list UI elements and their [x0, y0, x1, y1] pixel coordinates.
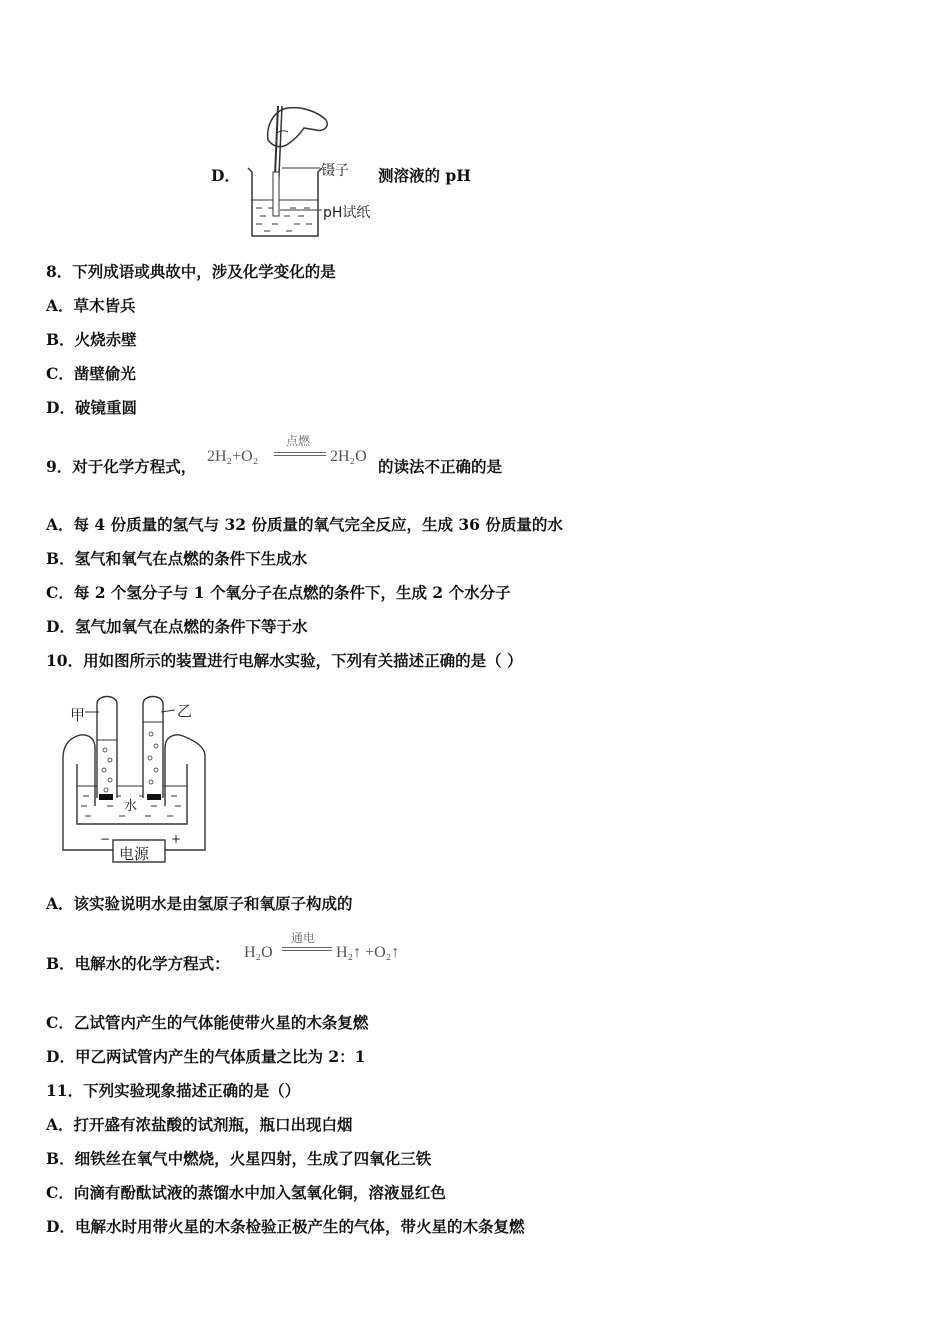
q11-option-a: A．打开盛有浓盐酸的试剂瓶，瓶口出现白烟 [46, 1115, 353, 1134]
ph-paper-label: pH试纸 [323, 205, 371, 221]
q8-option-a: A．草木皆兵 [46, 296, 136, 315]
tube-label-jia: 甲 [70, 706, 86, 724]
q9-equation-bar-top [274, 452, 326, 453]
water-label: 水 [124, 799, 138, 814]
q9-stem-suffix: 的读法不正确的是 [378, 457, 503, 476]
ph-measurement-figure [240, 100, 380, 245]
ph-paper-strip [273, 172, 279, 216]
q9-equation-bar-bottom [274, 455, 326, 456]
q10-equation-bar-bottom [282, 950, 332, 951]
q10-equation-bar-top [282, 947, 332, 948]
q10-option-b-prefix: B．电解水的化学方程式： [46, 954, 230, 973]
q11-stem: 11．下列实验现象描述正确的是（） [46, 1081, 301, 1100]
q7-option-d-letter: D． [211, 166, 240, 185]
q11-option-d: D．电解水时用带火星的木条检验正极产生的气体，带火星的木条复燃 [46, 1217, 525, 1236]
positive-terminal-label: + [171, 832, 182, 846]
q10-option-c: C．乙试管内产生的气体能使带火星的木条复燃 [46, 1013, 369, 1032]
q9-option-b: B．氢气和氧气在点燃的条件下生成水 [46, 549, 308, 568]
q9-option-a: A．每 4 份质量的氢气与 32 份质量的氧气完全反应，生成 36 份质量的水 [46, 515, 563, 534]
negative-terminal-label: − [100, 832, 111, 846]
q9-option-d: D．氢气加氧气在点燃的条件下等于水 [46, 617, 308, 636]
water-basin [77, 764, 187, 824]
q8-stem: 8．下列成语或典故中，涉及化学变化的是 [46, 262, 336, 281]
q9-equation-condition: 点燃 [286, 434, 311, 448]
q10-equation-rhs: H₂↑ +O₂↑ [336, 944, 400, 961]
q9-equation-rhs: 2H₂O [330, 448, 367, 465]
q10-stem: 10．用如图所示的装置进行电解水实验，下列有关描述正确的是（ ） [46, 651, 523, 670]
q7-option-d-caption: 测溶液的 pH [378, 166, 471, 185]
power-supply-label: 电源 [119, 845, 150, 863]
electrode-right [147, 794, 161, 800]
q9-stem-prefix: 9．对于化学方程式， [46, 457, 197, 476]
tube-label-yi: 乙 [177, 702, 193, 720]
q11-option-b: B．细铁丝在氧气中燃烧，火星四射，生成了四氧化三铁 [46, 1149, 432, 1168]
test-tube-jia [97, 697, 117, 799]
q10-option-d: D．甲乙两试管内产生的气体质量之比为 2：1 [46, 1047, 366, 1066]
tweezers-label: 镊子 [321, 163, 349, 179]
q10-option-a: A．该实验说明水是由氢原子和氧原子构成的 [46, 894, 353, 913]
q8-option-d: D．破镜重圆 [46, 398, 137, 417]
q10-equation-condition: 通电 [291, 931, 316, 945]
q9-option-c: C．每 2 个氢分子与 1 个氧分子在点燃的条件下，生成 2 个水分子 [46, 583, 511, 602]
electrode-left [99, 794, 113, 800]
q9-equation-lhs: 2H₂+O₂ [207, 448, 259, 465]
q8-option-b: B．火烧赤壁 [46, 330, 137, 349]
q11-option-c: C．向滴有酚酞试液的蒸馏水中加入氢氧化铜，溶液显红色 [46, 1183, 446, 1202]
q8-option-c: C．凿壁偷光 [46, 364, 136, 383]
beaker [248, 168, 322, 236]
q10-equation-lhs: H₂O [244, 944, 273, 961]
